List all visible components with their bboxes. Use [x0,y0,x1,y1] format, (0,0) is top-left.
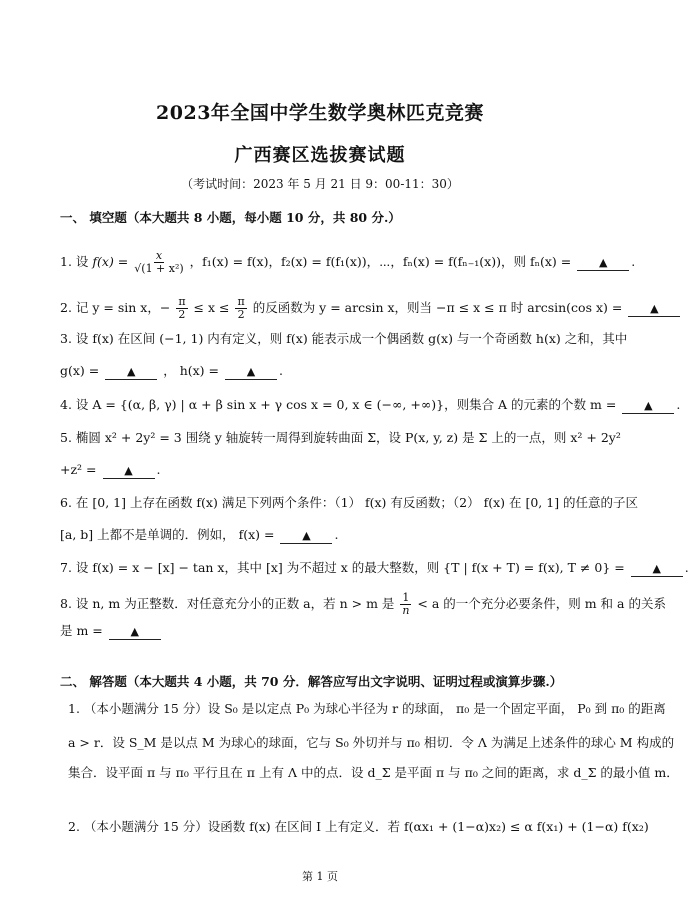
exam-time: （考试时间：2023 年 5 月 21 日 9：00-11：30） [181,177,459,191]
triangle-icon: ▲ [652,562,661,575]
question-1-8-line2: 是 m = ▲ [60,622,588,640]
answer-blank [103,463,155,479]
question-1-3-line1: 3. 设 f(x) 在区间 (−1, 1) 内有定义，则 f(x) 能表示成一个偶函数 g(x) 与一个奇函数 h(x) 之和，其中 [60,331,628,346]
triangle-icon: ▲ [130,625,139,638]
exam-title: 2023年全国中学生数学奥林匹克竞赛 [156,102,484,124]
answer-blank [628,301,680,317]
exam-subtitle: 广西赛区选拔赛试题 [234,145,406,166]
triangle-icon: ▲ [246,365,256,378]
question-1-5-line2: +z² = ▲ . [60,462,161,477]
answer-blank [577,255,629,271]
question-2-2-line1: 2. （本小题满分 15 分）设函数 f(x) 在区间 I 上有定义．若 f(αx₁ + (1−α)x₂) ≤ α f(x₁) + (1−α) f(x₂) [68,819,649,834]
question-1-2: 2. 记 y = sin x，− $\frac{\pi}{2}$ ≤ x ≤ $\frac{\pi}{2}$ 的反函数为 y = arcsin x，则当 −π ≤ x ≤ π 时 arcsin(cos x) = ▲ [60,296,588,321]
section1-heading: 一、 填空题（本大题共 8 小题，每小题 10 分，共 80 分.） [60,210,401,225]
question-2-1-line1: 1. （本小题满分 15 分）设 S₀ 是以定点 P₀ 为球心半径为 r 的球面， π₀ 是一个固定平面， P₀ 到 π₀ 的距离 [68,701,666,716]
section2-heading: 二、 解答题（本大题共 4 小题，共 70 分．解答应写出文字说明、证明过程或演算步骤.） [60,674,563,689]
question-1-6-line1: 6. 在 [0, 1] 上存在函数 f(x) 满足下列两个条件：（1） f(x) 有反函数；（2） f(x) 在 [0, 1] 的任意的子区 [60,495,639,510]
fraction: $\frac{\pi}{2}$ [237,295,245,321]
triangle-icon: ▲ [650,302,659,315]
answer-blank [109,624,161,640]
answer-blank [631,561,683,577]
question-1-6-line2: [a, b] 上都不是单调的．例如， f(x) = ▲ . [60,527,339,542]
fraction: $\frac{1}{n}$ [402,591,410,617]
answer-blank [622,398,674,414]
question-2-1-line2: a > r．设 S_M 是以点 M 为球心的球面，它与 S₀ 外切并与 π₀ 相切．令 Λ 为满足上述条件的球心 M 构成的 [68,735,675,750]
question-1-1: 1. 设 f(x) = $\frac{x}{\text{√(1 + x²)}}$ ，f₁(x) = f(x)，f₂(x) = f(f₁(x))，⋯，fₙ(x) = f(fₙ₋₁(x))，则 fₙ(x) = ▲ . [60,249,636,275]
answer-blank [280,528,332,544]
question-1-8-line1: 8. 设 n, m 为正整数．对任意充分小的正数 a，若 n > m 是 $\frac{1}{n}$ < a 的一个充分必要条件，则 m 和 a 的关系 [60,591,666,617]
question-2-1-line3: 集合．设平面 π 与 π₀ 平行且在 π 上有 Λ 中的点．设 d_Σ 是平面 π 与 π₀ 之间的距离，求 d_Σ 的最小值 m． [68,765,679,780]
answer-blank [225,364,277,380]
triangle-icon: ▲ [127,365,136,378]
page-number: 第 1 页 [302,870,338,883]
answer-blank [105,364,157,380]
question-1-3-line2: g(x) = ▲ ， h(x) = ▲ . [60,363,283,378]
triangle-icon: ▲ [644,399,653,412]
triangle-icon: ▲ [124,464,133,477]
question-1-4: 4. 设 A = {(α, β, γ) | α + β sin x + γ cos x = 0, x ∈ (−∞, +∞)}，则集合 A 的元素的个数 m = ▲ . [60,397,681,412]
question-1-5-line1: 5. 椭圆 x² + 2y² = 3 围绕 y 轴旋转一周得到旋转曲面 Σ，设 P(x, y, z) 是 Σ 上的一点，则 x² + 2y² [60,430,621,445]
question-1-7: 7. 设 f(x) = x − [x] − tan x，其中 [x] 为不超过 x 的最大整数，则 {T | f(x + T) = f(x), T ≠ 0} = ▲ . [60,560,689,575]
fraction: $\frac{x}{\text{√(1 + x²)}}$ [134,249,184,275]
fraction: $\frac{\pi}{2}$ [178,295,186,321]
triangle-icon: ▲ [302,529,311,542]
triangle-icon: ▲ [599,256,608,269]
